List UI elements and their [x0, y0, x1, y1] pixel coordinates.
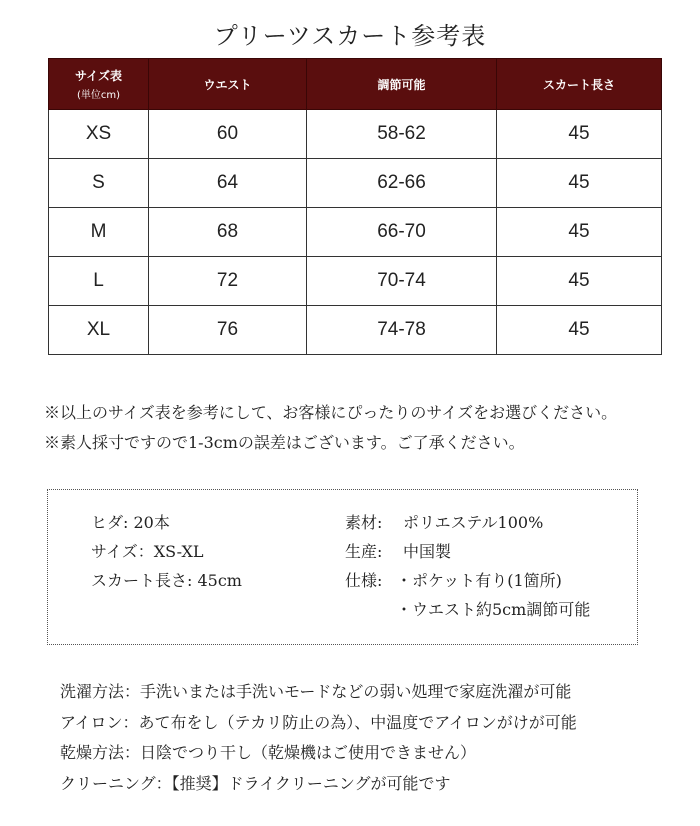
spec-origin-label: 生産: — [345, 542, 383, 561]
spec-length: スカート長さ: 45cm — [91, 571, 242, 590]
care-washing: 洗濯方法：手洗いまたは手洗いモードなどの弱い処理で家庭洗濯が可能 — [60, 682, 572, 701]
cell-size: L — [49, 257, 149, 306]
cell-waist: 60 — [149, 110, 307, 159]
care-instructions — [60, 677, 700, 799]
cell-adjustable: 62-66 — [307, 159, 497, 208]
header-size-unit: (単位cm) — [76, 90, 121, 101]
cell-size: XS — [49, 110, 149, 159]
header-waist: ウエスト — [149, 59, 307, 110]
cell-size: XL — [49, 306, 149, 355]
header-size-label: サイズ表 — [74, 69, 123, 83]
cell-waist: 76 — [149, 306, 307, 355]
spec-pleats: ヒダ: 20本 — [91, 513, 170, 532]
table-row — [49, 110, 662, 159]
spec-box — [47, 489, 638, 645]
spec-features-label: 仕様: — [345, 571, 383, 590]
care-ironing: アイロン：あて布をし（テカリ防止の為）、中温度でアイロンがけが可能 — [60, 712, 577, 732]
header-size — [49, 59, 149, 110]
cell-adjustable: 58-62 — [307, 110, 497, 159]
table-row — [49, 257, 662, 306]
page-title: プリーツスカート参考表 — [213, 22, 487, 50]
cell-length: 45 — [497, 257, 662, 306]
care-drying: 乾燥方法：日陰でつり干し（乾燥機はご使用できません） — [60, 743, 477, 762]
table-row — [49, 208, 662, 257]
cell-length: 45 — [497, 159, 662, 208]
spec-feature-waist: ・ウエスト約5cm調節可能 — [396, 600, 591, 619]
care-cleaning: クリーニング：【推奨】ドライクリーニングが可能です — [60, 773, 451, 793]
cell-length: 45 — [497, 110, 662, 159]
note-line: ※以上のサイズ表を参考にして、お客様にぴったりのサイズをお選びください。 — [44, 403, 618, 422]
spec-material-value: ポリエステル100% — [403, 513, 544, 532]
table-header-row — [49, 59, 662, 110]
cell-waist: 72 — [149, 257, 307, 306]
cell-waist: 64 — [149, 159, 307, 208]
cell-length: 45 — [497, 208, 662, 257]
cell-length: 45 — [497, 306, 662, 355]
header-skirt-length: スカート長さ — [497, 59, 662, 110]
note-line: ※素人採寸ですので1-3cmの誤差はございます。ご了承ください。 — [44, 433, 525, 452]
spec-material-label: 素材: — [345, 513, 383, 532]
spec-origin-value: 中国製 — [403, 542, 452, 561]
spec-sizes: サイズ：XS-XL — [91, 542, 204, 561]
table-row — [49, 306, 662, 355]
table-row — [49, 159, 662, 208]
cell-adjustable: 70-74 — [307, 257, 497, 306]
cell-size: M — [49, 208, 149, 257]
cell-adjustable: 74-78 — [307, 306, 497, 355]
cell-waist: 68 — [149, 208, 307, 257]
cell-size: S — [49, 159, 149, 208]
spec-feature-pocket: ・ポケット有り(1箇所) — [396, 571, 562, 590]
header-adjustable: 調節可能 — [307, 59, 497, 110]
cell-adjustable: 66-70 — [307, 208, 497, 257]
size-notes — [44, 398, 700, 458]
size-table — [48, 58, 662, 355]
